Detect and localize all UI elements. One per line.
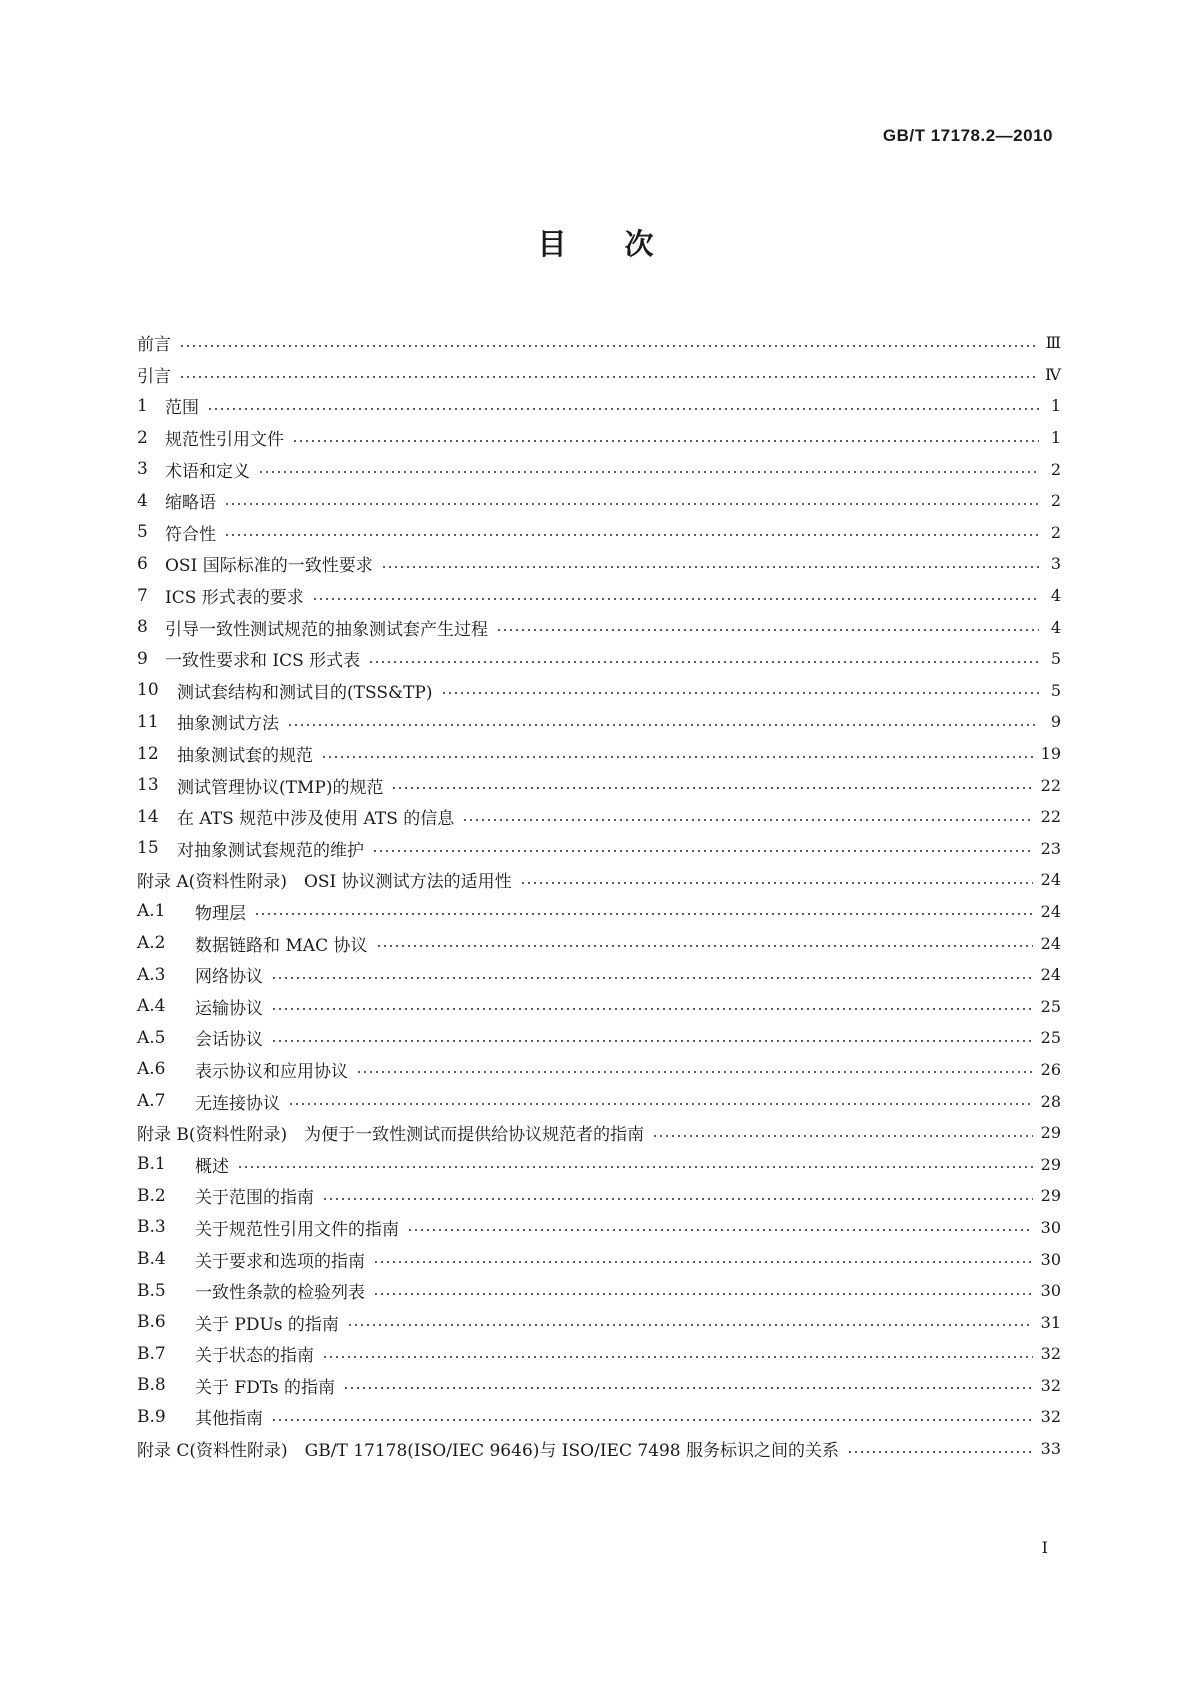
toc-title-char-1: 目 bbox=[537, 227, 567, 261]
toc-entry[interactable] bbox=[137, 1085, 1061, 1117]
toc-entry-page: 24 bbox=[1040, 870, 1061, 890]
toc-entry-number: 4 bbox=[137, 490, 148, 511]
toc-entry-page: 22 bbox=[1040, 775, 1061, 795]
toc-entry-number: 11 bbox=[137, 711, 159, 732]
toc-entry-number: A.5 bbox=[137, 1027, 166, 1048]
toc-entry[interactable] bbox=[137, 706, 1061, 738]
toc-entry-number: 15 bbox=[137, 838, 159, 859]
toc-entry-number: 5 bbox=[137, 522, 148, 543]
toc-dot-leader bbox=[322, 1355, 1033, 1359]
toc-dot-leader bbox=[373, 1260, 1033, 1264]
toc-dot-leader bbox=[271, 1418, 1033, 1422]
toc-entry-title: 表示协议和应用协议 bbox=[195, 1061, 348, 1082]
toc-entry-number: B.3 bbox=[137, 1217, 166, 1238]
toc-entry-page: 25 bbox=[1040, 996, 1061, 1016]
toc-entry-number: 6 bbox=[137, 553, 148, 574]
toc-dot-leader bbox=[179, 375, 1037, 379]
toc-dot-leader bbox=[441, 691, 1039, 695]
toc-entry-title: ICS 形式表的要求 bbox=[165, 588, 304, 609]
toc-entry-title: 无连接协议 bbox=[195, 1093, 280, 1114]
toc-entry[interactable] bbox=[137, 1306, 1061, 1338]
toc-entry-page: 31 bbox=[1040, 1312, 1061, 1332]
toc-entry-page: 33 bbox=[1040, 1439, 1061, 1459]
toc-entry-page: 25 bbox=[1040, 1028, 1061, 1048]
toc-entry-number: A.7 bbox=[137, 1091, 166, 1112]
toc-entry-number: 9 bbox=[137, 648, 148, 669]
toc-entry-number: 12 bbox=[137, 743, 159, 764]
toc-entry-number: 13 bbox=[137, 775, 159, 796]
toc-entry[interactable] bbox=[137, 738, 1061, 770]
toc-entry-number: B.2 bbox=[137, 1185, 166, 1206]
toc-entry[interactable] bbox=[137, 1054, 1061, 1086]
toc-dot-leader bbox=[847, 1450, 1033, 1454]
toc-entry[interactable] bbox=[137, 990, 1061, 1022]
toc-entry-page: 5 bbox=[1050, 680, 1061, 700]
toc-entry-page: 1 bbox=[1050, 396, 1061, 416]
toc-dot-leader bbox=[356, 1070, 1033, 1074]
toc-dot-leader bbox=[287, 723, 1039, 727]
toc-entry[interactable] bbox=[137, 1022, 1061, 1054]
toc-entry-title: 网络协议 bbox=[195, 967, 263, 988]
toc-entry-title: 对抽象测试套规范的维护 bbox=[177, 840, 364, 861]
toc-entry-number: A.1 bbox=[137, 901, 166, 922]
toc-entry-title: 一致性要求和 ICS 形式表 bbox=[165, 651, 361, 672]
toc-entry[interactable] bbox=[137, 1401, 1061, 1433]
toc-entry-title: 符合性 bbox=[165, 524, 216, 545]
toc-dot-leader bbox=[407, 1228, 1033, 1232]
toc-dot-leader bbox=[496, 628, 1039, 632]
toc-entry-page: Ⅲ bbox=[1045, 333, 1061, 353]
toc-entry-page: 30 bbox=[1040, 1249, 1061, 1269]
toc-dot-leader bbox=[652, 1134, 1032, 1138]
toc-title-char-2: 次 bbox=[624, 227, 654, 261]
toc-entry-page: 28 bbox=[1040, 1091, 1061, 1111]
toc-entry[interactable] bbox=[137, 1275, 1061, 1307]
toc-dot-leader bbox=[373, 1292, 1033, 1296]
toc-entry-page: Ⅳ bbox=[1045, 364, 1061, 384]
toc-entry-page: 19 bbox=[1040, 744, 1061, 764]
toc-dot-leader bbox=[179, 344, 1038, 348]
toc-entry[interactable] bbox=[137, 422, 1061, 454]
toc-dot-leader bbox=[207, 407, 1039, 411]
toc-entry-title: 规范性引用文件 bbox=[165, 430, 284, 451]
toc-entry-title: 关于要求和选项的指南 bbox=[195, 1251, 365, 1272]
toc-entry-title: 抽象测试方法 bbox=[177, 714, 279, 735]
toc-entry-title: 测试管理协议(TMP)的规范 bbox=[177, 777, 384, 798]
toc-dot-leader bbox=[224, 502, 1039, 506]
toc-dot-leader bbox=[368, 660, 1039, 664]
toc-entry-title: 物理层 bbox=[195, 903, 246, 924]
toc-entry[interactable] bbox=[137, 1117, 1061, 1149]
toc-entry[interactable] bbox=[137, 1370, 1061, 1402]
toc-entry-number: 3 bbox=[137, 459, 148, 480]
toc-entry[interactable] bbox=[137, 453, 1061, 485]
toc-entry-number: B.9 bbox=[137, 1406, 166, 1427]
toc-entry-page: 32 bbox=[1040, 1375, 1061, 1395]
toc-entry[interactable] bbox=[137, 864, 1061, 896]
toc-dot-leader bbox=[271, 976, 1033, 980]
toc-entry-title: OSI 国际标准的一致性要求 bbox=[165, 556, 373, 577]
toc-entry-page: 5 bbox=[1050, 649, 1061, 669]
toc-entry-number: 1 bbox=[137, 395, 148, 416]
toc-entry-number: A.4 bbox=[137, 996, 166, 1017]
toc-entry-number: B.1 bbox=[137, 1154, 166, 1175]
toc-dot-leader bbox=[271, 1007, 1033, 1011]
toc-entry[interactable] bbox=[137, 896, 1061, 928]
toc-entry[interactable] bbox=[137, 327, 1061, 359]
toc-entry-number: 7 bbox=[137, 585, 148, 606]
toc-entry-title: 在 ATS 规范中涉及使用 ATS 的信息 bbox=[177, 809, 455, 830]
toc-entry-title: 会话协议 bbox=[195, 1030, 263, 1051]
toc-entry-number: 2 bbox=[137, 427, 148, 448]
toc-entry-title: 范围 bbox=[165, 398, 199, 419]
toc-entry[interactable] bbox=[137, 517, 1061, 549]
toc-title bbox=[0, 222, 1191, 263]
toc-entry-title: 一致性条款的检验列表 bbox=[195, 1283, 365, 1304]
toc-entry-title: 数据链路和 MAC 协议 bbox=[195, 935, 368, 956]
toc-entry[interactable] bbox=[137, 1212, 1061, 1244]
toc-entry-title: 缩略语 bbox=[165, 493, 216, 514]
toc-dot-leader bbox=[347, 1323, 1033, 1327]
toc-entry-title: 附录 B(资料性附录) 为便于一致性测试而提供给协议规范者的指南 bbox=[137, 1125, 645, 1146]
toc-entry-number: B.8 bbox=[137, 1375, 166, 1396]
toc-entry-title: 附录 A(资料性附录) OSI 协议测试方法的适用性 bbox=[137, 872, 512, 893]
document-code: GB/T 17178.2—2010 bbox=[882, 126, 1053, 145]
toc-entry[interactable] bbox=[137, 801, 1061, 833]
toc-dot-leader bbox=[322, 1197, 1033, 1201]
toc-entry-page: 29 bbox=[1040, 1186, 1061, 1206]
toc-entry[interactable] bbox=[137, 927, 1061, 959]
page-number: I bbox=[1041, 1538, 1048, 1557]
toc-entry[interactable] bbox=[137, 485, 1061, 517]
toc-entry[interactable] bbox=[137, 1148, 1061, 1180]
table-of-contents bbox=[137, 327, 1061, 1464]
toc-entry-page: 2 bbox=[1050, 522, 1061, 542]
toc-entry-number: B.7 bbox=[137, 1343, 166, 1364]
toc-entry-page: 30 bbox=[1040, 1281, 1061, 1301]
toc-entry-title: 其他指南 bbox=[195, 1409, 263, 1430]
toc-entry-title: 附录 C(资料性附录) GB/T 17178(ISO/IEC 9646)与 ISO/IEC 7498 服务标识之间的关系 bbox=[137, 1441, 840, 1462]
toc-entry-title: 概述 bbox=[195, 1156, 229, 1177]
toc-entry-page: 2 bbox=[1050, 459, 1061, 479]
toc-dot-leader bbox=[381, 565, 1039, 569]
toc-dot-leader bbox=[254, 912, 1033, 916]
toc-entry-title: 关于规范性引用文件的指南 bbox=[195, 1219, 399, 1240]
toc-entry[interactable] bbox=[137, 1243, 1061, 1275]
toc-entry[interactable] bbox=[137, 959, 1061, 991]
toc-entry-page: 24 bbox=[1040, 933, 1061, 953]
toc-entry-title: 关于 PDUs 的指南 bbox=[195, 1314, 339, 1335]
toc-dot-leader bbox=[237, 1165, 1033, 1169]
toc-entry-title: 术语和定义 bbox=[165, 461, 250, 482]
toc-dot-leader bbox=[288, 1102, 1033, 1106]
toc-entry-page: 29 bbox=[1040, 1123, 1061, 1143]
toc-dot-leader bbox=[391, 786, 1032, 790]
toc-entry-page: 9 bbox=[1050, 712, 1061, 732]
toc-entry-page: 23 bbox=[1040, 838, 1061, 858]
toc-entry-page: 32 bbox=[1040, 1407, 1061, 1427]
toc-entry[interactable] bbox=[137, 675, 1061, 707]
toc-dot-leader bbox=[343, 1386, 1033, 1390]
toc-entry[interactable] bbox=[137, 643, 1061, 675]
toc-entry-number: B.6 bbox=[137, 1312, 166, 1333]
toc-entry-title: 抽象测试套的规范 bbox=[177, 746, 313, 767]
toc-entry-title: 引导一致性测试规范的抽象测试套产生过程 bbox=[165, 619, 488, 640]
toc-dot-leader bbox=[372, 849, 1033, 853]
toc-entry-number: A.6 bbox=[137, 1059, 166, 1080]
toc-entry-number: 10 bbox=[137, 680, 159, 701]
toc-dot-leader bbox=[224, 533, 1039, 537]
toc-dot-leader bbox=[321, 755, 1033, 759]
toc-entry-number: 14 bbox=[137, 806, 159, 827]
toc-entry-page: 1 bbox=[1050, 428, 1061, 448]
toc-entry-page: 2 bbox=[1050, 491, 1061, 511]
toc-entry-page: 29 bbox=[1040, 1154, 1061, 1174]
toc-entry[interactable] bbox=[137, 580, 1061, 612]
toc-entry[interactable] bbox=[137, 1180, 1061, 1212]
toc-entry-number: 8 bbox=[137, 617, 148, 638]
toc-entry-title: 关于状态的指南 bbox=[195, 1346, 314, 1367]
toc-dot-leader bbox=[520, 881, 1033, 885]
toc-entry-number: A.3 bbox=[137, 964, 166, 985]
toc-entry[interactable] bbox=[137, 390, 1061, 422]
toc-entry-number: A.2 bbox=[137, 933, 166, 954]
toc-entry-page: 22 bbox=[1040, 807, 1061, 827]
toc-dot-leader bbox=[462, 818, 1032, 822]
toc-entry-page: 24 bbox=[1040, 965, 1061, 985]
toc-entry-page: 30 bbox=[1040, 1217, 1061, 1237]
toc-entry-number: B.4 bbox=[137, 1249, 166, 1270]
toc-entry-title: 测试套结构和测试目的(TSS&TP) bbox=[177, 682, 433, 703]
toc-entry-page: 32 bbox=[1040, 1344, 1061, 1364]
toc-entry-title: 关于范围的指南 bbox=[195, 1188, 314, 1209]
toc-entry-number: B.5 bbox=[137, 1280, 166, 1301]
toc-entry[interactable] bbox=[137, 548, 1061, 580]
toc-dot-leader bbox=[312, 597, 1039, 601]
toc-entry-title: 关于 FDTs 的指南 bbox=[195, 1377, 336, 1398]
toc-entry[interactable] bbox=[137, 1338, 1061, 1370]
toc-entry-page: 3 bbox=[1050, 554, 1061, 574]
toc-entry-page: 26 bbox=[1040, 1059, 1061, 1079]
toc-entry[interactable] bbox=[137, 359, 1061, 391]
toc-entry-title: 引言 bbox=[137, 366, 171, 387]
toc-entry[interactable] bbox=[137, 769, 1061, 801]
toc-entry[interactable] bbox=[137, 611, 1061, 643]
toc-entry-title: 运输协议 bbox=[195, 998, 263, 1019]
toc-entry-page: 24 bbox=[1040, 901, 1061, 921]
toc-dot-leader bbox=[376, 944, 1033, 948]
toc-entry-page: 4 bbox=[1050, 617, 1061, 637]
toc-dot-leader bbox=[292, 439, 1039, 443]
toc-dot-leader bbox=[271, 1039, 1033, 1043]
toc-entry-page: 4 bbox=[1050, 586, 1061, 606]
toc-entry-title: 前言 bbox=[137, 335, 171, 356]
toc-dot-leader bbox=[258, 470, 1039, 474]
toc-entry[interactable] bbox=[137, 833, 1061, 865]
toc-entry[interactable] bbox=[137, 1433, 1061, 1465]
